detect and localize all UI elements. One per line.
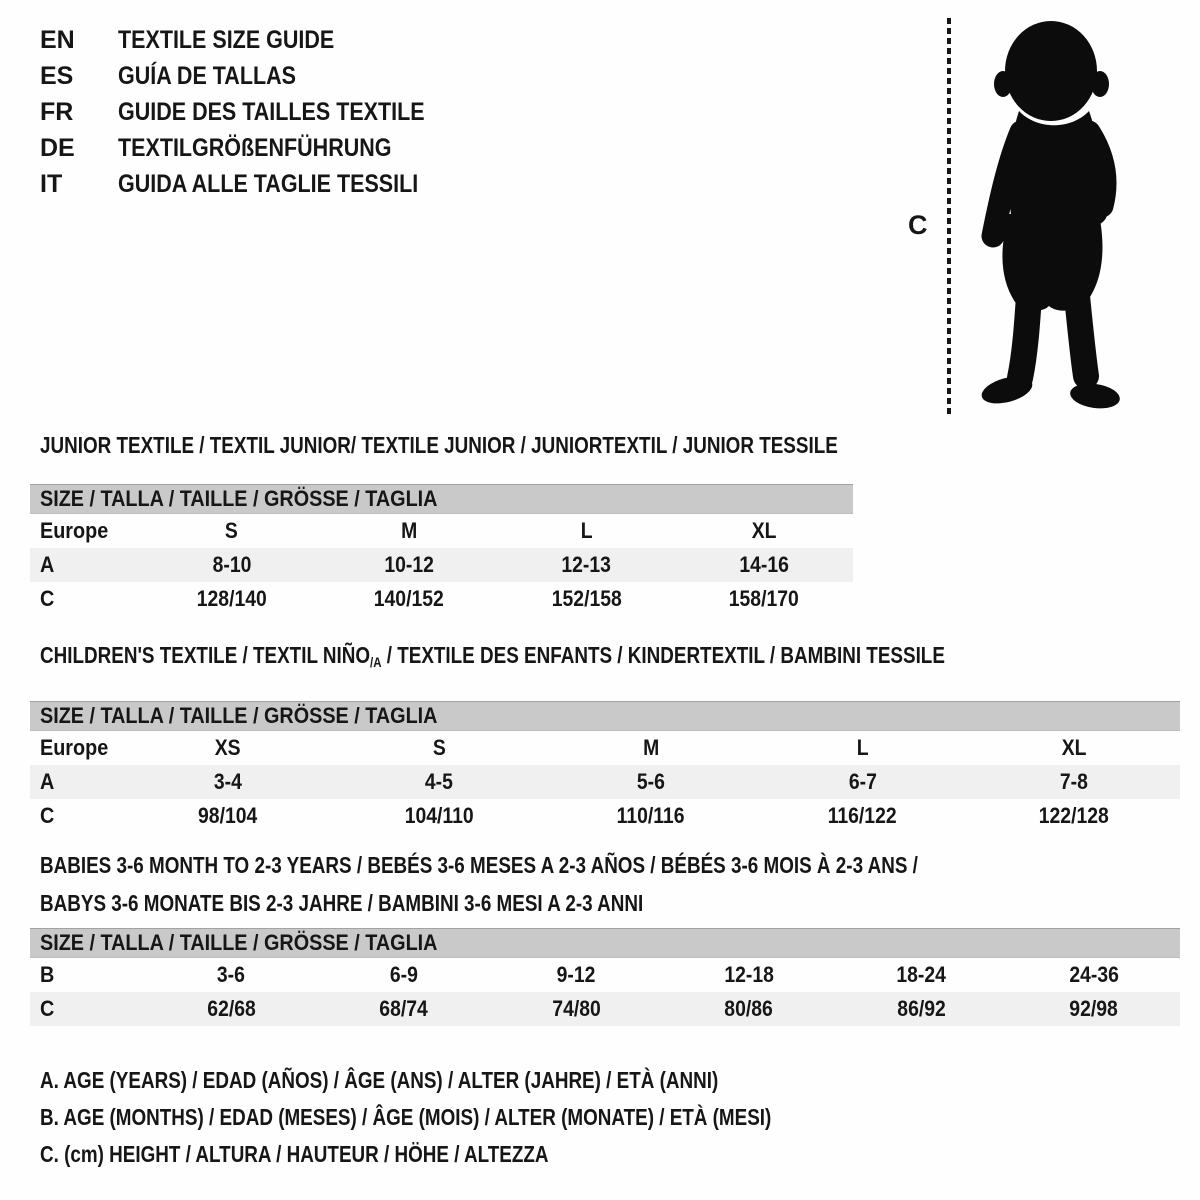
row-label: C [40,586,55,611]
height-measure-label: C [908,210,928,240]
row-label: A [40,552,55,577]
guide-title: TEXTILE SIZE GUIDE [118,25,335,54]
size-cell: 18-24 [896,962,947,987]
size-cell: 110/116 [617,803,685,828]
legend-line-b [40,1099,932,1136]
junior-size-table [30,484,853,616]
section-title [30,846,1180,922]
height-measure-dashed-line [947,18,951,416]
size-cell: 6-7 [848,769,877,794]
size-cell: 98/104 [198,803,258,828]
language-code: EN [40,25,75,54]
table-header [30,701,1180,731]
size-cell: S [432,735,446,760]
table-row [30,799,1180,833]
section-title-sub: /A [370,654,382,670]
language-code: FR [40,97,74,126]
language-row [40,166,475,202]
babies-size-table [30,928,1180,1026]
language-row [40,94,475,130]
size-cell: L [580,518,593,543]
table-row [30,992,1180,1026]
size-cell: XS [214,735,241,760]
row-label: Europe [40,735,109,760]
guide-title: GUIDA ALLE TAGLIE TESSILI [118,169,419,198]
table-row [30,731,1180,765]
size-cell: 12-18 [723,962,774,987]
table-header-text: SIZE / TALLA / TAILLE / GRÖSSE / TAGLIA [40,930,438,955]
guide-title: TEXTILGRÖßENFÜHRUNG [118,133,392,162]
size-cell: 116/122 [828,803,898,828]
section-title-text: JUNIOR TEXTILE / TEXTIL JUNIOR/ TEXTILE JUNIOR / JUNIORTEXTIL / JUNIOR TESSILE [40,432,838,458]
size-cell: 128/140 [196,586,267,611]
size-cell: 4-5 [425,769,454,794]
legend-line-c [40,1136,932,1173]
table-header [30,928,1180,958]
measurement-legend [40,1062,932,1173]
table-header [30,484,853,514]
table-row [30,765,1180,799]
size-cell: XL [1061,735,1087,760]
size-cell: 92/98 [1069,996,1118,1021]
size-cell: 122/128 [1039,803,1110,828]
size-cell: 62/68 [207,996,256,1021]
size-cell: S [225,518,238,543]
table-header-text: SIZE / TALLA / TAILLE / GRÖSSE / TAGLIA [40,486,438,511]
section-title-pre: CHILDREN'S TEXTILE / TEXTIL NIÑO [40,642,371,668]
legend-line-a [40,1062,932,1099]
size-cell: M [642,735,660,760]
size-cell: 74/80 [552,996,601,1021]
size-cell: M [401,518,418,543]
section-title-line2: BABYS 3-6 MONATE BIS 2-3 JAHRE / BAMBINI 3-6 MESI A 2-3 ANNI [40,890,644,916]
row-label: Europe [40,518,109,543]
language-row [40,58,475,94]
size-cell: 8-10 [212,552,251,577]
size-cell: 24-36 [1068,962,1119,987]
language-code: ES [40,61,74,90]
section-babies-textile [30,846,1180,1026]
size-cell: 3-4 [213,769,242,794]
size-cell: 158/170 [729,586,800,611]
size-cell: 80/86 [724,996,773,1021]
size-cell: 3-6 [217,962,246,987]
size-cell: 14-16 [739,552,789,577]
row-label: A [40,769,55,794]
size-cell: 104/110 [404,803,474,828]
language-row [40,130,475,166]
table-row [30,514,853,548]
size-cell: 9-12 [556,962,596,987]
language-code: IT [40,169,63,198]
section-title-text [40,640,945,677]
section-title-post: / TEXTILE DES ENFANTS / KINDERTEXTIL / BAMBINI TESSILE [381,642,945,668]
table-row [30,958,1180,992]
language-row [40,22,475,58]
size-cell: 5-6 [636,769,665,794]
toddler-silhouette-icon [963,16,1135,418]
size-cell: 68/74 [379,996,428,1021]
row-label: C [40,803,55,828]
table-row [30,548,853,582]
row-label: B [40,962,55,987]
size-cell: 10-12 [384,552,434,577]
section-title [30,430,853,460]
size-cell: 12-13 [561,552,612,577]
children-size-table [30,701,1180,833]
legend-text-b: B. AGE (MONTHS) / EDAD (MESES) / ÂGE (MOIS) / ALTER (MONATE) / ETÀ (MESI) [40,1104,772,1130]
section-childrens-textile [30,640,1180,833]
language-code: DE [40,133,75,162]
table-row [30,582,853,616]
size-cell: 7-8 [1060,769,1089,794]
size-cell: L [856,735,869,760]
guide-title: GUIDE DES TAILLES TEXTILE [118,97,425,126]
section-junior-textile [30,430,853,616]
legend-text-a: A. AGE (YEARS) / EDAD (AÑOS) / ÂGE (ANS) / ALTER (JAHRE) / ETÀ (ANNI) [40,1067,719,1093]
section-title [30,640,1180,677]
legend-text-c: C. (cm) HEIGHT / ALTURA / HAUTEUR / HÖHE / ALTEZZA [40,1141,549,1167]
size-cell: 86/92 [897,996,946,1021]
size-cell: 152/158 [551,586,622,611]
size-cell: XL [751,518,777,543]
size-cell: 140/152 [374,586,445,611]
guide-title: GUÍA DE TALLAS [118,61,296,90]
row-label: C [40,996,55,1021]
section-title-line1: BABIES 3-6 MONTH TO 2-3 YEARS / BEBÉS 3-6 MESES A 2-3 AÑOS / BÉBÉS 3-6 MOIS À 2-3 ANS / [40,852,918,878]
table-header-text: SIZE / TALLA / TAILLE / GRÖSSE / TAGLIA [40,703,438,728]
size-cell: 6-9 [389,962,418,987]
language-title-list [40,22,475,202]
